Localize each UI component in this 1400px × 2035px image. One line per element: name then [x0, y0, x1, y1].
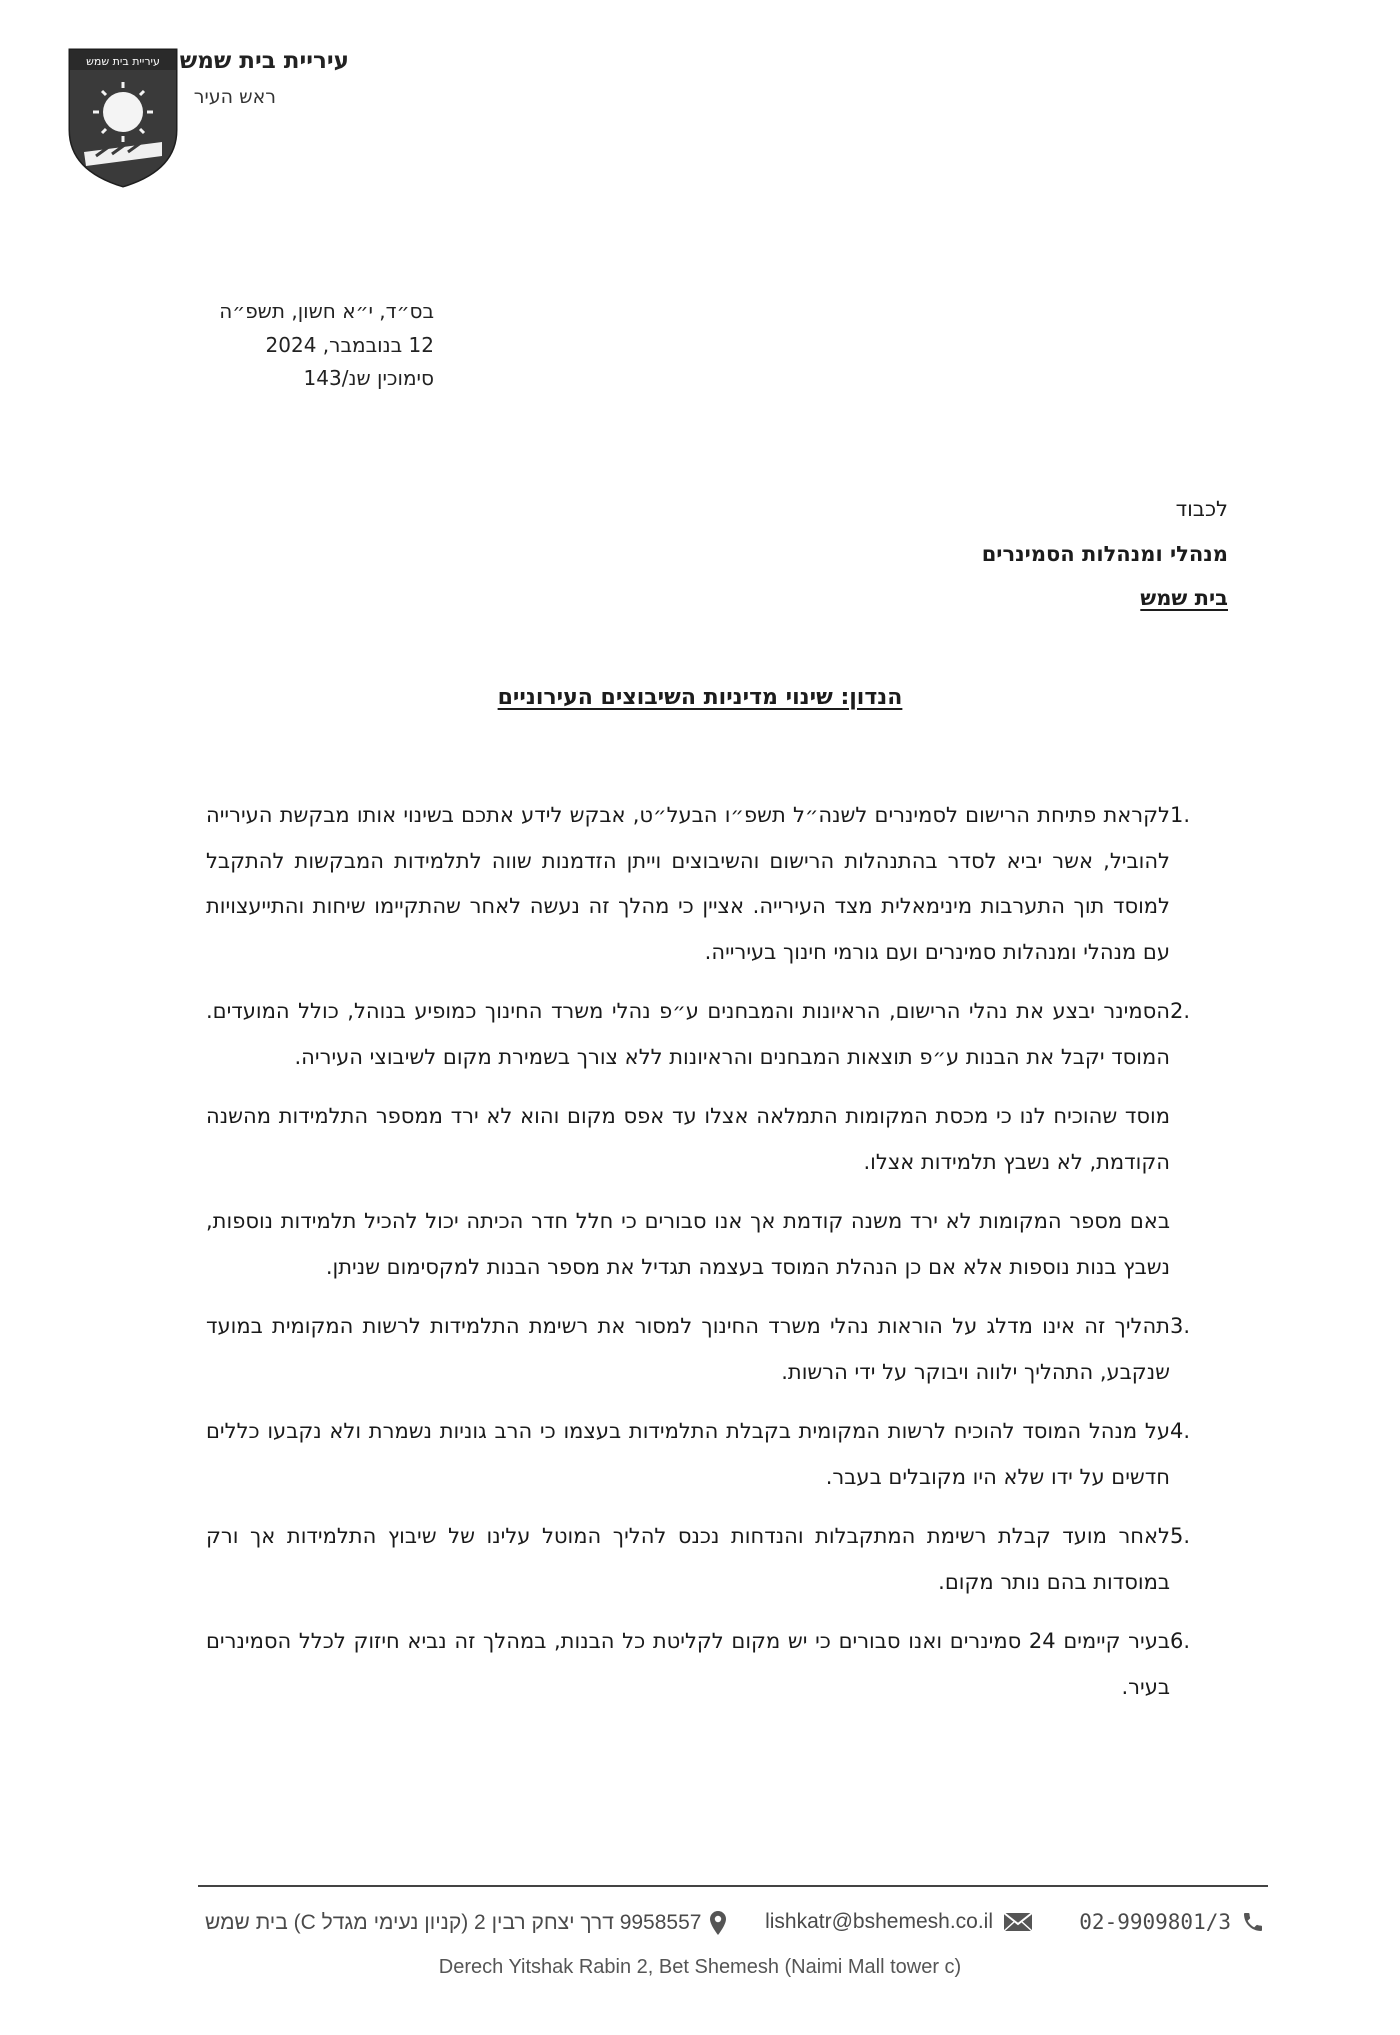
- item-number: .2: [1170, 999, 1191, 1023]
- item-paragraph: הסמינר יבצע את נהלי הרישום, הראיונות והמבחנים ע״פ נהלי משרד החינוך כמופיע בנוהל, כולל המועדים. המוסד יקבל את הבנות ע״פ תוצאות המבחנים והראיונות ללא צורך בשמירת מקום לשיבוצי העיריה.: [206, 999, 1170, 1069]
- item-paragraph: לקראת פתיחת הרישום לסמינרים לשנה״ל תשפ״ו הבעל״ט, אבקש לידע אתכם בשינוי אותו מבקשת העירייה להוביל, אשר יביא לסדר בהתנהלות הרישום והשיבוצים וייתן הזדמנות שווה לתלמידות המבקשות להתקבל למוסד תוך התערבות מינימאלית מצד העירייה. אציין כי מהלך זה נעשה לאחר שהתקיימו שיחות והתייעצויות עם מנהלי ומנהלות סמינרים ועם גורמי חינוך בעירייה.: [206, 803, 1170, 964]
- footer-address: [205, 1910, 727, 1936]
- footer-contacts: [205, 1910, 1265, 1940]
- numbered-item-6: [206, 1619, 1206, 1710]
- item-paragraph: באם מספר המקומות לא ירד משנה קודמת אך אנו סבורים כי חלל חדר הכיתה יכול להכיל תלמידות נוספות, נשבץ בנות נוספות אלא אם כן הנהלת המוסד בעצמה תגדיל את מספר הבנות למקסימום שניתן.: [206, 1209, 1170, 1279]
- item-number: .1: [1170, 803, 1191, 827]
- item-text: [206, 1409, 1170, 1500]
- numbered-item-1: [206, 793, 1206, 975]
- item-number: .5: [1170, 1524, 1191, 1548]
- address-english: Derech Yitshak Rabin 2, Bet Shemesh (Naimi Mall tower c): [438, 1956, 962, 1978]
- item-paragraph: על מנהל המוסד להוכיח לרשות המקומית בקבלת התלמידות בעצמו כי הרב גוניות נשמרת ולא נקבעו כללים חדשים על ידו שלא היו מקובלים בעבר.: [206, 1419, 1170, 1489]
- item-paragraph: מוסד שהוכיח לנו כי מכסת המקומות התמלאה אצלו עד אפס מקום והוא לא ירד ממספר התלמידות מהשנה הקודמת, לא נשבץ תלמידות אצלו.: [206, 1104, 1170, 1174]
- mayor-title: ראש העיר: [193, 86, 276, 108]
- subject-text: הנדון: שינוי מדיניות השיבוצים העירוניים: [497, 685, 903, 710]
- addressee: מנהלי ומנהלות הסמינרים: [981, 542, 1228, 566]
- email-address: lishkatr@bshemesh.co.il: [765, 1910, 993, 1933]
- numbered-item-2: [206, 989, 1206, 1290]
- address-hebrew: 9958557 דרך יצחק רבין 2 (קניון נעימי מגדל C) בית שמש: [205, 1911, 702, 1934]
- numbered-item-3: [206, 1304, 1206, 1395]
- subject-line: [0, 685, 1400, 710]
- location-pin-icon: [709, 1910, 727, 1936]
- hebrew-date: בס״ד, י״א חשון, תשפ״ה: [219, 299, 434, 323]
- reference-number: סימוכין שנ/143: [303, 366, 434, 390]
- numbered-item-4: [206, 1409, 1206, 1500]
- item-paragraph: בעיר קיימים 24 סמינרים ואנו סבורים כי יש מקום לקליטת כל הבנות, במהלך זה נביא חיזוק לכלל הסמינרים בעיר.: [206, 1629, 1171, 1699]
- salutation: לכבוד: [1175, 497, 1228, 521]
- crest-text: עיריית בית שמש: [86, 55, 160, 68]
- item-paragraph: תהליך זה אינו מדלג על הוראות נהלי משרד החינוך למסור את רשימת התלמידות לרשות המקומית במועד שנקבע, התהליך ילווה ויבוקר על ידי הרשות.: [206, 1314, 1170, 1384]
- crest-emblem: [66, 46, 180, 188]
- item-text: [206, 1619, 1170, 1710]
- gregorian-date: 12 בנובמבר, 2024: [265, 333, 434, 357]
- item-text: [206, 1514, 1170, 1605]
- numbered-item-5: [206, 1514, 1206, 1605]
- addressee-city: בית שמש: [1140, 586, 1228, 610]
- envelope-icon: [1003, 1911, 1033, 1933]
- municipality-name: עיריית בית שמש: [179, 48, 349, 74]
- phone-number: 02-9909801/3: [1079, 1910, 1231, 1934]
- item-text: [206, 793, 1170, 975]
- municipal-crest-logo: [66, 46, 180, 188]
- footer-email[interactable]: [765, 1910, 1033, 1934]
- item-number: .4: [1170, 1419, 1191, 1443]
- phone-icon: [1241, 1910, 1265, 1934]
- item-number: .3: [1170, 1314, 1191, 1338]
- footer-divider: [198, 1885, 1268, 1887]
- item-text: [206, 1304, 1170, 1395]
- item-text: [206, 989, 1170, 1290]
- footer-phone[interactable]: [1079, 1910, 1265, 1934]
- item-number: .6: [1170, 1629, 1191, 1653]
- letter-body: [206, 793, 1206, 1724]
- item-paragraph: לאחר מועד קבלת רשימת המתקבלות והנדחות נכנס להליך המוטל עלינו של שיבוץ התלמידות אך ורק במוסדות בהם נותר מקום.: [206, 1524, 1170, 1594]
